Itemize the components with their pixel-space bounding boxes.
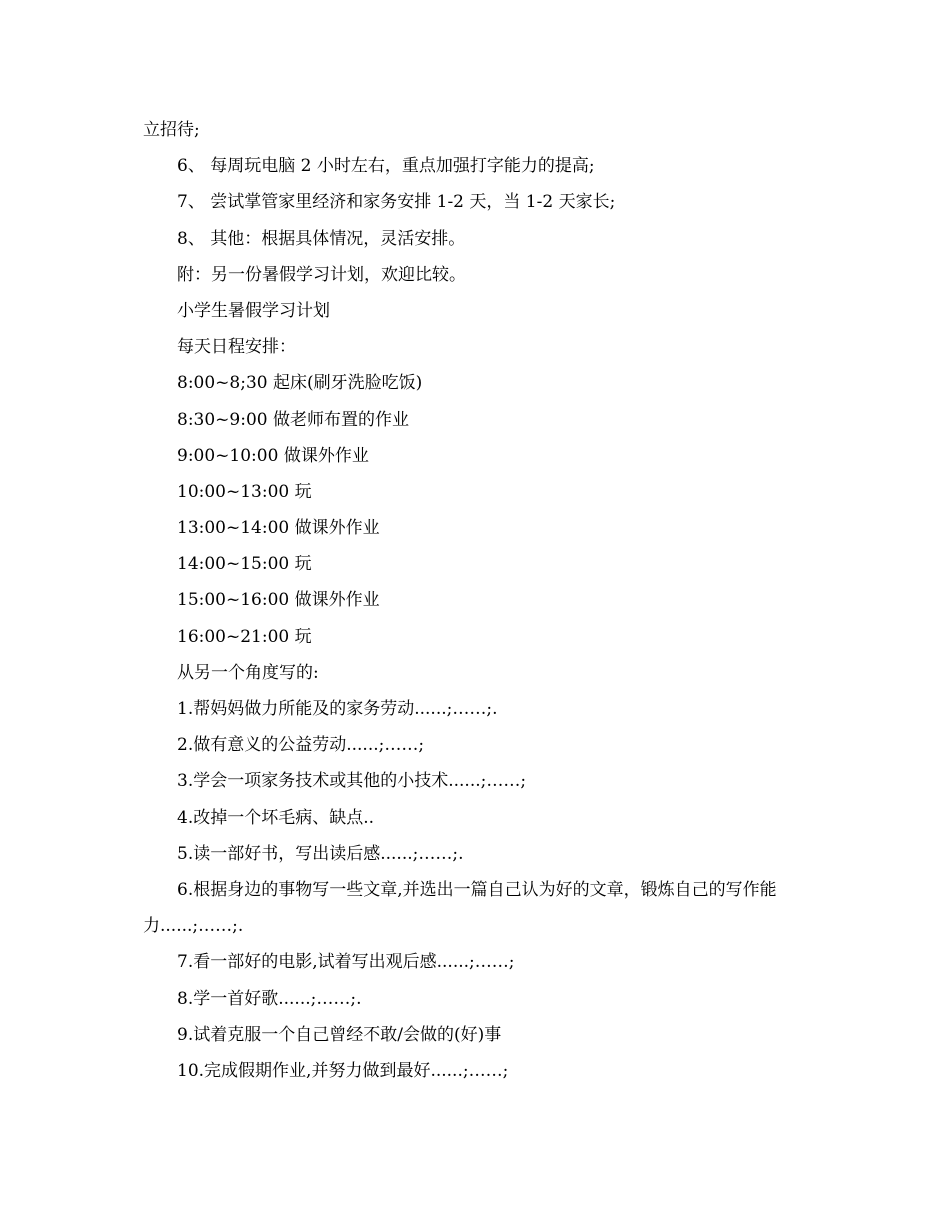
schedule-item: 10:00~13:00 玩: [177, 481, 312, 502]
list-item: 5.读一部好书，写出读后感......;……;.: [177, 843, 464, 864]
schedule-item: 8:30~9:00 做老师布置的作业: [177, 409, 409, 430]
list-item: 7.看一部好的电影,试着写出观后感......;……;: [177, 952, 515, 973]
text-line: 7、 尝试掌管家里经济和家务安排 1-2 天，当 1-2 天家长;: [177, 192, 616, 213]
document-body: [143, 112, 813, 1089]
list-item-wrapped: 6.根据身边的事物写一些文章,并选出一篇自己认为好的文章，锻炼自己的写作能力......;……;.: [143, 879, 777, 937]
text-line: 每天日程安排：: [177, 337, 296, 358]
text-line: 立招待;: [143, 120, 200, 140]
schedule-item: 15:00~16:00 做课外作业: [177, 590, 380, 611]
text-line: 从另一个角度写的:: [177, 662, 319, 683]
schedule-item: 13:00~14:00 做课外作业: [177, 518, 380, 539]
list-item: 10.完成假期作业,并努力做到最好......;……;: [177, 1060, 509, 1081]
list-item: 3.学会一项家务技术或其他的小技术......;……;: [177, 771, 527, 792]
list-item: 8.学一首好歌......;……;.: [177, 988, 362, 1009]
text-line: 8、 其他：根据具体情况，灵活安排。: [177, 228, 466, 249]
list-item: 1.帮妈妈做力所能及的家务劳动......;……;.: [177, 699, 498, 719]
schedule-item: 9:00~10:00 做课外作业: [177, 445, 369, 466]
list-item: 4.改掉一个坏毛病、缺点..: [177, 807, 375, 828]
list-item: 2.做有意义的公益劳动......;……;: [177, 735, 425, 756]
text-line: 附：另一份暑假学习计划，欢迎比较。: [177, 264, 466, 285]
list-item: 9.试着克服一个自己曾经不敢/会做的(好)事: [177, 1024, 502, 1045]
schedule-item: 16:00~21:00 玩: [177, 626, 312, 647]
schedule-item: 8:00~8;30 起床(刷牙洗脸吃饭): [177, 373, 423, 394]
schedule-item: 14:00~15:00 玩: [177, 554, 312, 575]
text-line: 6、 每周玩电脑 2 小时左右，重点加强打字能力的提高;: [177, 156, 595, 177]
section-title: 小学生暑假学习计划: [177, 300, 330, 321]
